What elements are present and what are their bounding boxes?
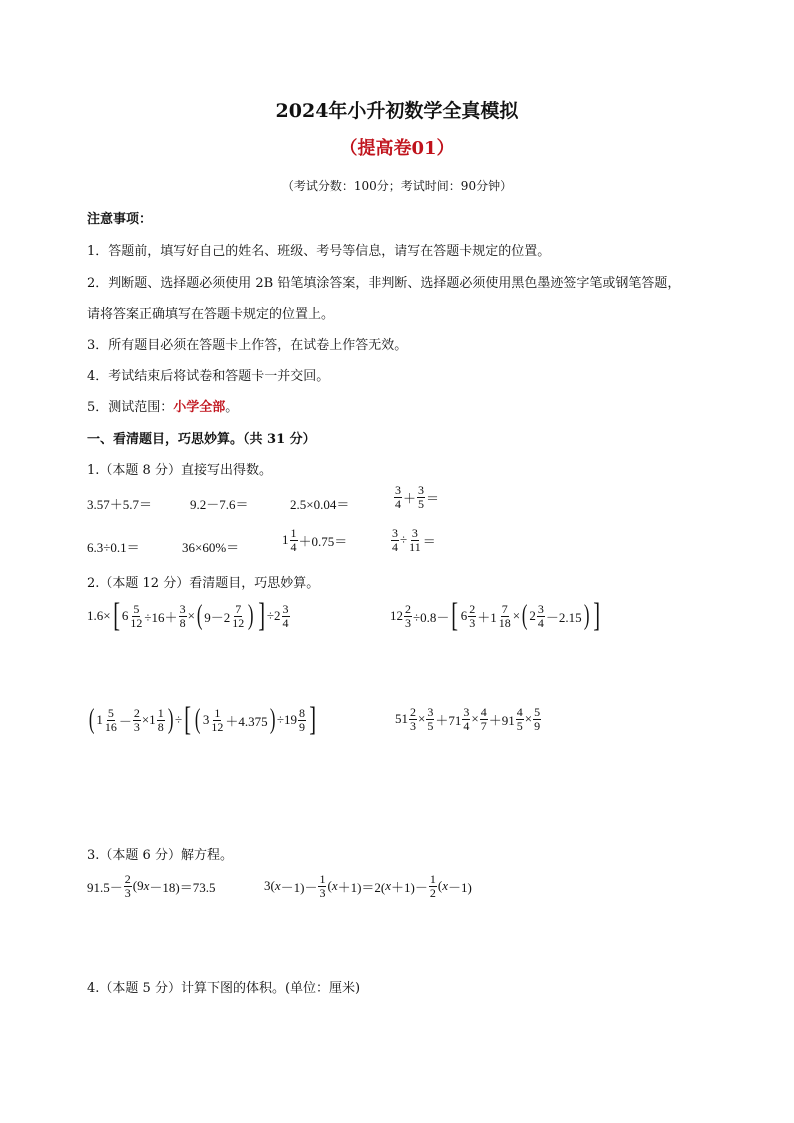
note-item-2b: 请将答案正确填写在答题卡规定的位置上。 <box>87 307 335 322</box>
q2-expression-3: ( 1 $\frac{5}{16}$ － $\frac{2}{3}$ ×1 $\frac{1}{8}$ ) ÷ [ ( 3 $\frac{1}{12}$ ＋4.375 ) ÷19 $\frac{8}{9}$ ] <box>88 701 317 738</box>
q1-item-a: 3.57＋5.7＝ <box>87 497 153 512</box>
note-item-3: 3．所有题目必须在答题卡上作答，在试卷上作答无效。 <box>87 338 408 353</box>
question-3-label: 3.（本题 6 分）解方程。 <box>87 848 233 863</box>
q1-item-g-rest: ＋0.75＝ <box>298 533 348 549</box>
q1-item-c: 2.5×0.04＝ <box>290 497 350 512</box>
exam-info: （考试分数：100分；考试时间：90分钟） <box>281 179 513 193</box>
q1-item-f: 36×60%＝ <box>182 540 240 555</box>
note-item-4: 4．考试结束后将试卷和答题卡一并交回。 <box>87 369 330 384</box>
q2-expression-4: 51 $\frac{2}{3}$ × $\frac{3}{5}$ ＋71 $\frac{3}{4}$ × $\frac{4}{7}$ ＋91 $\frac{4}{5}$ × $\frac{5}{9}$ <box>395 705 541 733</box>
q3-equation-1: 91.5－ $\frac{2}{3}$ (9 x －18)＝73.5 <box>87 872 216 900</box>
q1-item-g: 1 $\frac{1}{4}$ ＋0.75＝ <box>282 526 348 554</box>
question-1-label: 1.（本题 8 分）直接写出得数。 <box>87 463 272 478</box>
question-4-label: 4.（本题 5 分）计算下图的体积。(单位：厘米) <box>87 981 361 996</box>
q2-expression-2: 12 $\frac{2}{3}$ ÷0.8－ [ 6 $\frac{2}{3}$ ＋1 $\frac{7}{18}$ × ( 2 $\frac{3}{4}$ －2.15 ) ] <box>390 597 601 634</box>
q3-equation-2: 3( x －1)－ $\frac{1}{3}$ ( x ＋1)＝2( x ＋1)－ $\frac{1}{2}$ ( x －1) <box>264 872 472 900</box>
page-subtitle: （提高卷01） <box>339 138 455 159</box>
section-heading: 一、看清题目，巧思妙算。（共 31 分） <box>87 432 316 447</box>
note-item-5 <box>87 396 238 415</box>
note-item-5-suffix: 。 <box>225 400 239 415</box>
question-2-label: 2.（本题 12 分）看清题目，巧思妙算。 <box>87 576 320 591</box>
q1-item-e: 6.3÷0.1＝ <box>87 540 140 555</box>
q1-item-h: $\frac{3}{4}$ ÷ $\frac{3}{11}$ ＝ <box>392 526 436 554</box>
note-item-5-prefix: 5．测试范围： <box>87 400 174 415</box>
note-item-1: 1．答题前，填写好自己的姓名、班级、考号等信息，请写在答题卡规定的位置。 <box>87 244 551 259</box>
q2-expression-1: 1.6× [ 6 $\frac{5}{12}$ ÷16＋ $\frac{3}{8}$ × ( 9－2 $\frac{7}{12}$ ) ] ÷2 $\frac{3}{4}$ <box>87 597 289 634</box>
q1-item-b: 9.2－7.6＝ <box>190 497 249 512</box>
note-item-2a: 2．判断题、选择题必须使用 2B 铅笔填涂答案，非判断、选择题必须使用黑色墨迹签字笔或钢笔答题， <box>87 276 681 291</box>
notes-heading: 注意事项： <box>87 212 153 227</box>
q1-item-d: $\frac{3}{4}$ ＋ $\frac{3}{5}$ ＝ <box>395 483 440 511</box>
page-title: 2024年小升初数学全真模拟 <box>275 100 519 122</box>
test-scope: 小学全部 <box>173 400 226 415</box>
